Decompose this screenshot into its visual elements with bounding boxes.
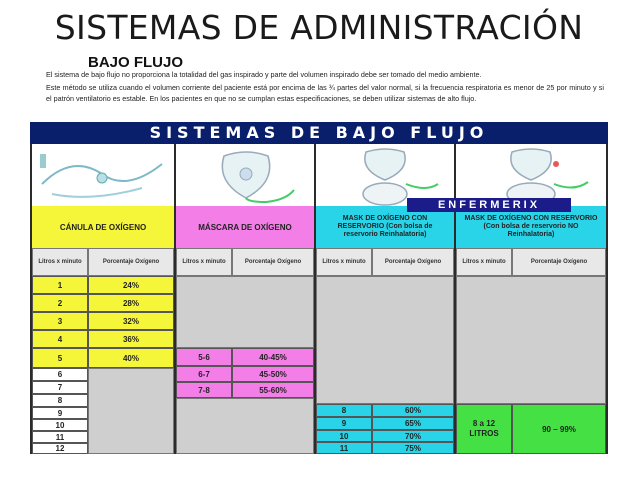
- face-mask-sub-liters: Litros x minuto: [176, 248, 232, 276]
- empty-region: [316, 276, 454, 404]
- nonrebreather-mask-icon: [456, 144, 606, 206]
- table-cell: 3: [32, 312, 88, 330]
- watermark-logo: ENFERMERIX: [407, 198, 571, 212]
- table-cell: 45-50%: [232, 366, 314, 382]
- face-mask-sub-percent: Porcentaje Oxígeno: [232, 248, 314, 276]
- table-cell: 5: [32, 348, 88, 368]
- table-cell: 60%: [372, 404, 454, 417]
- paragraph-1: El sistema de bajo flujo no proporciona la totalidad del gas inspirado y parte del volumen inspirado debe ser tomado del medio ambiente.: [46, 70, 482, 79]
- table-cell: 4: [32, 330, 88, 348]
- table-cell: 11: [32, 431, 88, 443]
- empty-region: [176, 276, 314, 348]
- table-cell: 36%: [88, 330, 174, 348]
- face-mask-icon: [176, 144, 314, 206]
- table-cell: 11: [316, 442, 372, 454]
- table-cell: 75%: [372, 442, 454, 454]
- empty-region: [176, 398, 314, 454]
- page-title: SISTEMAS DE ADMINISTRACIÓN: [54, 8, 584, 47]
- reservoir-mask-header: MASK DE OXÍGENO CON RESERVORIO (Con bolsa de reservorio Reinhalatoria): [316, 206, 454, 248]
- nonrebreather-header: MASK DE OXÍGENO CON RESERVORIO (Con bolsa de reservorio NO Reinhalatoria): [456, 206, 606, 248]
- table-cell: 8: [316, 404, 372, 417]
- table-cell: 90 – 99%: [512, 404, 606, 454]
- table-cell: 7: [32, 381, 88, 394]
- table-banner: SISTEMAS DE BAJO FLUJO: [30, 122, 608, 144]
- table-cell: 55-60%: [232, 382, 314, 398]
- reservoir-sub-percent: Porcentaje Oxígeno: [372, 248, 454, 276]
- empty-region: [456, 276, 606, 404]
- nasal-cannula-icon: [32, 144, 174, 206]
- table-cell: 2: [32, 294, 88, 312]
- column-reservoir-mask: [316, 144, 454, 454]
- table-cell: 24%: [88, 276, 174, 294]
- nonrebreather-sub-percent: Porcentaje Oxígeno: [512, 248, 606, 276]
- table-cell: 10: [316, 430, 372, 442]
- table-cell: 7-8: [176, 382, 232, 398]
- table-cell: 5-6: [176, 348, 232, 366]
- table-cell: 6: [32, 368, 88, 381]
- table-cell: 9: [32, 407, 88, 419]
- table-cell: 8 a 12 LITROS: [456, 404, 512, 454]
- column-face-mask: [176, 144, 314, 454]
- cannula-sub-percent: Porcentaje Oxígeno: [88, 248, 174, 276]
- section-subtitle: BAJO FLUJO: [88, 54, 184, 71]
- table-cell: 12: [32, 443, 88, 454]
- nonrebreather-sub-liters: Litros x minuto: [456, 248, 512, 276]
- column-cannula: [32, 144, 174, 454]
- empty-region: [88, 368, 174, 454]
- face-mask-header: MÁSCARA DE OXÍGENO: [176, 206, 314, 248]
- low-flow-table: [30, 122, 608, 454]
- table-cell: 10: [32, 419, 88, 431]
- table-cell: 6-7: [176, 366, 232, 382]
- table-cell: 40-45%: [232, 348, 314, 366]
- reservoir-sub-liters: Litros x minuto: [316, 248, 372, 276]
- cannula-sub-liters: Litros x minuto: [32, 248, 88, 276]
- table-cell: 28%: [88, 294, 174, 312]
- paragraph-2: Este método se utiliza cuando el volumen corriente del paciente está por encima de las ¾ partes del valor normal, si la frecuencia respiratoria es menor de 25 por minuto y si el patrón ventilatorio es estable. En los pacientes en que no se cumplan estas especificaciones, se deben utilizar sistemas de alto flujo.: [46, 83, 604, 103]
- table-cell: 1: [32, 276, 88, 294]
- table-cell: 9: [316, 417, 372, 430]
- table-cell: 8: [32, 394, 88, 407]
- column-nonrebreather-mask: [456, 144, 606, 454]
- table-cell: 40%: [88, 348, 174, 368]
- reservoir-mask-icon: [316, 144, 454, 206]
- table-cell: 70%: [372, 430, 454, 442]
- table-cell: 65%: [372, 417, 454, 430]
- cannula-header: CÁNULA DE OXÍGENO: [32, 206, 174, 248]
- table-cell: 32%: [88, 312, 174, 330]
